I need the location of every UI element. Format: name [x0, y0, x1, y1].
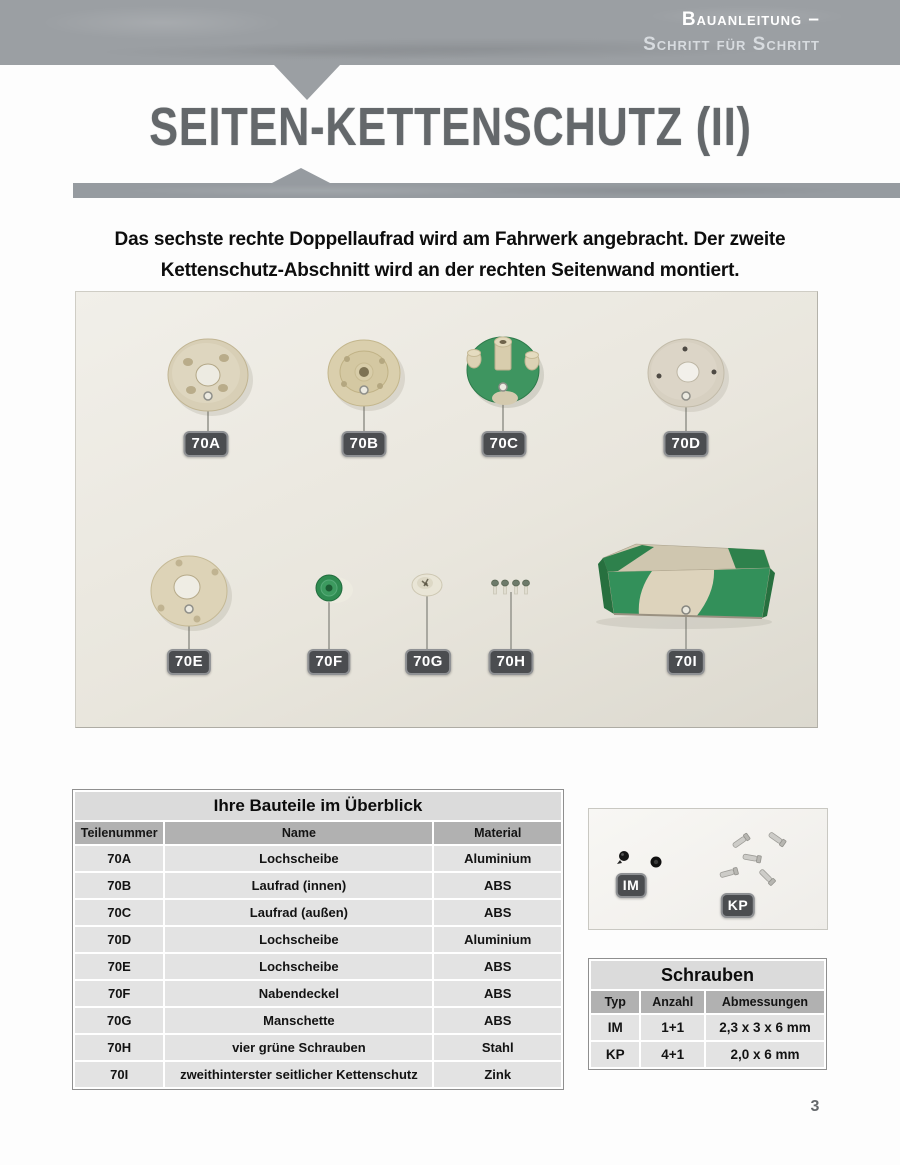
part-label-70g: 70G	[405, 649, 451, 675]
part-label-70f: 70F	[307, 649, 350, 675]
page-title	[0, 96, 900, 158]
col-header-count: Anzahl	[641, 991, 704, 1013]
screws-photo-box	[588, 808, 828, 930]
parts-table-title: Ihre Bauteile im Überblick	[75, 792, 561, 820]
cell-part-name: Lochscheibe	[165, 954, 432, 979]
table-title-row	[591, 961, 824, 989]
cell-part-number: 70I	[75, 1062, 163, 1087]
cell-screw-type: KP	[591, 1042, 639, 1067]
part-70g-image	[412, 574, 442, 596]
chevron-up-icon	[270, 168, 332, 184]
cell-part-number: 70A	[75, 846, 163, 871]
table-header-row	[591, 991, 824, 1013]
part-label-70i: 70I	[667, 649, 705, 675]
cell-part-name: zweithinterster seitlicher Kettenschutz	[165, 1062, 432, 1087]
page-title-text: SEITEN-KETTENSCHUTZ (II)	[148, 97, 752, 157]
table-row	[75, 981, 561, 1006]
part-label-70e: 70E	[167, 649, 211, 675]
kp-screws-image	[719, 831, 786, 886]
cell-part-name: Lochscheibe	[165, 846, 432, 871]
cell-part-number: 70B	[75, 873, 163, 898]
header-text	[643, 7, 820, 57]
part-70e-image	[151, 556, 232, 631]
table-row	[75, 1035, 561, 1060]
screw-label-kp: KP	[721, 893, 755, 918]
divider-bar	[73, 183, 900, 198]
cell-part-number: 70C	[75, 900, 163, 925]
cell-part-name: Nabendeckel	[165, 981, 432, 1006]
cell-part-number: 70E	[75, 954, 163, 979]
col-header-type: Typ	[591, 991, 639, 1013]
screws-illustration	[589, 809, 827, 929]
cell-part-name: Laufrad (innen)	[165, 873, 432, 898]
cell-screw-type: IM	[591, 1015, 639, 1040]
part-70f-image	[316, 575, 353, 603]
table-row	[75, 1008, 561, 1033]
part-70d-image	[648, 339, 729, 412]
parts-photo	[75, 291, 818, 728]
part-70h-image	[492, 580, 530, 594]
table-row	[75, 954, 561, 979]
part-label-70b: 70B	[341, 431, 386, 457]
cell-part-material: ABS	[434, 873, 561, 898]
table-row	[591, 1042, 824, 1067]
cell-part-number: 70H	[75, 1035, 163, 1060]
im-screws-image	[617, 851, 662, 868]
parts-table	[72, 789, 564, 1090]
part-label-70a: 70A	[183, 431, 228, 457]
col-header-dims: Abmessungen	[706, 991, 824, 1013]
header-line2: Schritt für Schritt	[643, 34, 820, 55]
table-title-row	[75, 792, 561, 820]
cell-part-number: 70F	[75, 981, 163, 1006]
col-header-material: Material	[434, 822, 561, 844]
col-header-name: Name	[165, 822, 432, 844]
table-header-row	[75, 822, 561, 844]
page-number: 3	[810, 1098, 820, 1115]
cell-part-name: Manschette	[165, 1008, 432, 1033]
cell-screw-count: 4+1	[641, 1042, 704, 1067]
chevron-down-icon	[274, 65, 340, 100]
intro-line-2: Kettenschutz-Abschnitt wird an der rechten Seitenwand montiert.	[160, 260, 740, 281]
header-line1: Bauanleitung –	[681, 9, 820, 30]
screw-label-im: IM	[616, 873, 647, 898]
table-row	[75, 927, 561, 952]
intro-line-1: Das sechste rechte Doppellaufrad wird am Fahrwerk angebracht. Der zweite	[114, 229, 786, 250]
cell-part-material: ABS	[434, 981, 561, 1006]
header-band	[0, 0, 900, 65]
cell-part-number: 70G	[75, 1008, 163, 1033]
screws-table-title: Schrauben	[591, 961, 824, 989]
screws-table	[588, 958, 827, 1070]
part-70i-image	[596, 544, 775, 629]
table-row	[75, 1062, 561, 1087]
cell-part-material: ABS	[434, 900, 561, 925]
cell-part-material: Zink	[434, 1062, 561, 1087]
col-header-number: Teilenummer	[75, 822, 163, 844]
cell-part-material: Aluminium	[434, 846, 561, 871]
cell-part-name: vier grüne Schrauben	[165, 1035, 432, 1060]
cell-part-material: Aluminium	[434, 927, 561, 952]
part-label-70c: 70C	[481, 431, 526, 457]
table-row	[75, 900, 561, 925]
cell-part-name: Laufrad (außen)	[165, 900, 432, 925]
cell-part-material: ABS	[434, 1008, 561, 1033]
cell-screw-dims: 2,3 x 3 x 6 mm	[706, 1015, 824, 1040]
part-label-70h: 70H	[488, 649, 533, 675]
table-row	[75, 873, 561, 898]
part-label-70d: 70D	[663, 431, 708, 457]
cell-part-name: Lochscheibe	[165, 927, 432, 952]
table-row	[591, 1015, 824, 1040]
cell-part-number: 70D	[75, 927, 163, 952]
part-70c-image	[467, 337, 544, 408]
table-row	[75, 846, 561, 871]
cell-part-material: ABS	[434, 954, 561, 979]
intro-text	[0, 224, 900, 286]
part-70a-image	[168, 339, 253, 416]
part-70b-image	[328, 340, 405, 411]
cell-part-material: Stahl	[434, 1035, 561, 1060]
cell-screw-dims: 2,0 x 6 mm	[706, 1042, 824, 1067]
cell-screw-count: 1+1	[641, 1015, 704, 1040]
